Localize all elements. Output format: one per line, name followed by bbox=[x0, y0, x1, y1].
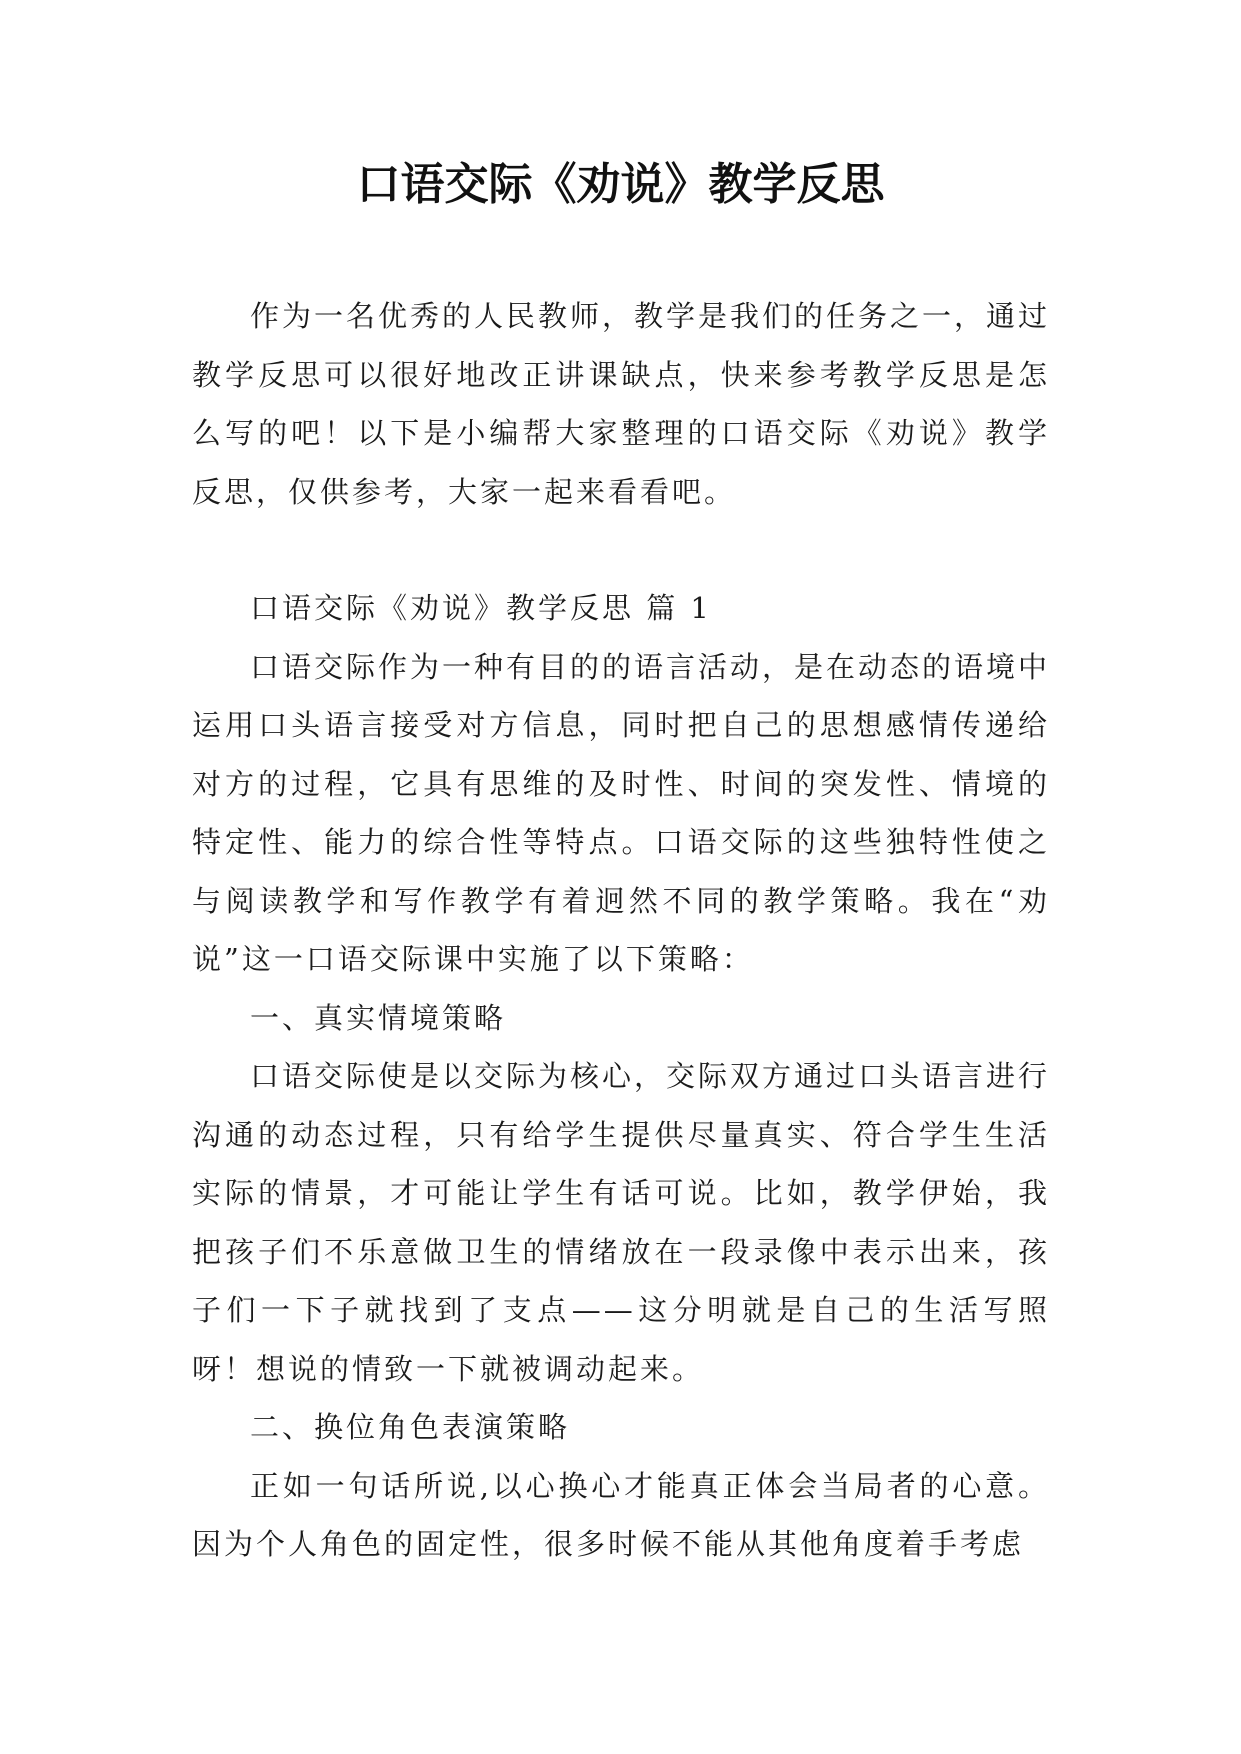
document-body bbox=[192, 287, 1050, 1574]
body-paragraph-3: 正如一句话所说,以心换心才能真正体会当局者的心意。因为个人角色的固定性，很多时候不能从其他角度着手考虑 bbox=[192, 1468, 1050, 1561]
section-heading: 口语交际《劝说》教学反思 篇 1 bbox=[250, 591, 712, 625]
body-paragraph-1: 口语交际作为一种有目的的语言活动，是在动态的语境中运用口头语言接受对方信息，同时把自己的思想感情传递给对方的过程，它具有思维的及时性、时间的突发性、情境的特定性、能力的综合性等特点。口语交际的这些独特性使之与阅读教学和写作教学有着迥然不同的教学策略。我在“劝说”这一口语交际课中实施了以下策略： bbox=[192, 649, 1051, 976]
body-paragraph-2: 口语交际使是以交际为核心，交际双方通过口头语言进行沟通的动态过程，只有给学生提供尽量真实、符合学生生活实际的情景，才可能让学生有话可说。比如，教学伊始，我把孩子们不乐意做卫生的情绪放在一段录像中表示出来，孩子们一下子就找到了支点——这分明就是自己的生活写照呀！想说的情致一下就被调动起来。 bbox=[192, 1059, 1051, 1386]
document-title: 口语交际《劝说》教学反思 bbox=[356, 159, 885, 210]
subheading-2: 二、换位角色表演策略 bbox=[250, 1410, 571, 1444]
paragraph-gap bbox=[192, 521, 1050, 579]
intro-paragraph: 作为一名优秀的人民教师，教学是我们的任务之一，通过教学反思可以很好地改正讲课缺点，快来参考教学反思是怎么写的吧！以下是小编帮大家整理的口语交际《劝说》教学反思，仅供参考，大家一起来看看吧。 bbox=[192, 299, 1051, 509]
subheading-1: 一、真实情境策略 bbox=[250, 1000, 507, 1035]
